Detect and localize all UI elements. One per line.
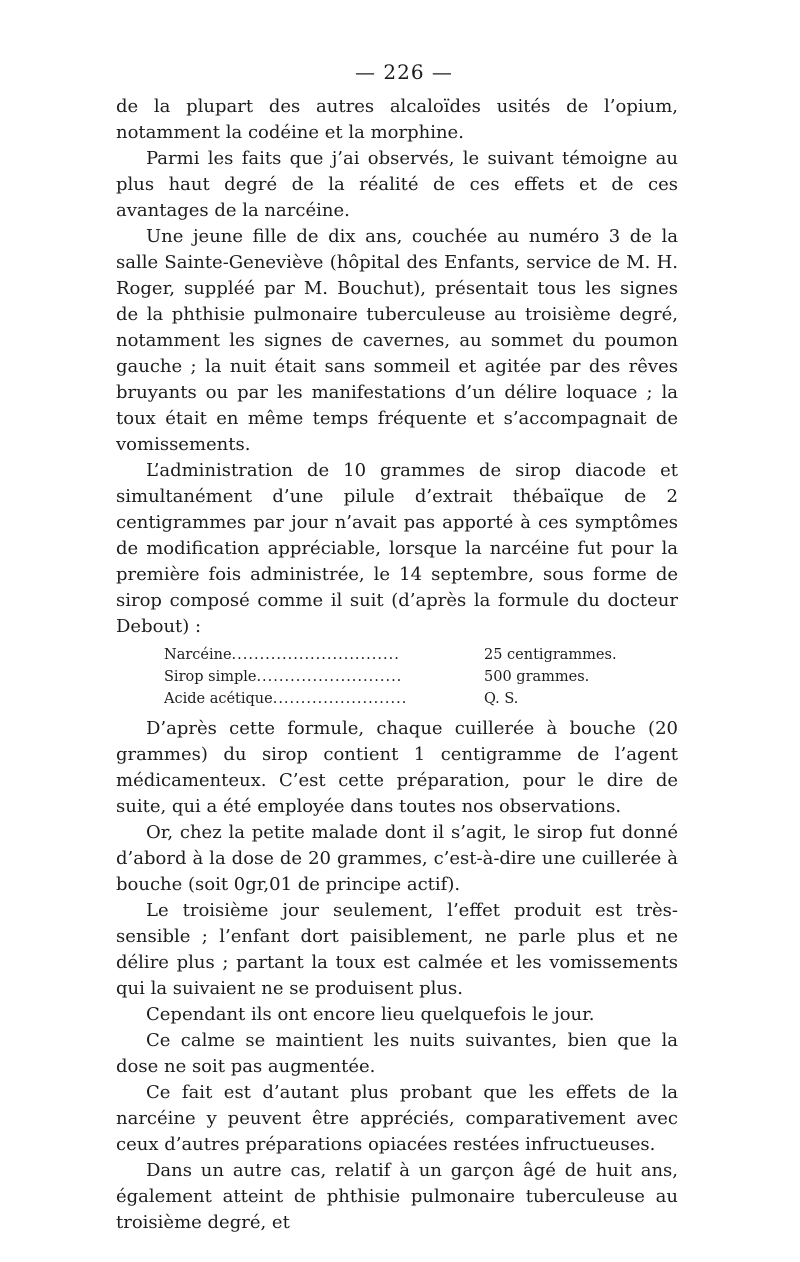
paragraph: Ce calme se maintient les nuits suivantes, bien que la dose ne soit pas augmentée. [116,1030,678,1077]
page-number: — 226 — [355,60,453,84]
paragraph: Parmi les faits que j’ai observés, le suivant témoigne au plus haut degré de la réalité de ces effets et de ces avantages de la narcéine. [116,148,678,221]
paragraph: Une jeune fille de dix ans, couchée au numéro 3 de la salle Sainte-Geneviève (hôpital des Enfants, service de M. H. Roger, suppléé par M. Bouchut), présentait tous les signes de la phthisie pulmonaire tuberculeuse au troisième degré, notamment les signes de cavernes, au sommet du poumon gauche ; la nuit était sans sommeil et agitée par des rêves bruyants ou par les manifestations d’un délire loquace ; la toux était en même temps fréquente et s’accompagnait de vomissements. [116,226,678,455]
formula-row [164,666,678,688]
formula-ingredient: Acide acétique........................ [164,691,408,707]
page-body [116,94,678,1236]
formula-row [164,644,678,666]
formula-ingredient: Narcéine.............................. [164,647,400,663]
formula-row [164,688,678,710]
paragraph: Or, chez la petite malade dont il s’agit, le sirop fut donné d’abord à la dose de 20 grammes, c’est-à-dire une cuillerée à bouche (soit 0gr,01 de principe actif). [116,822,678,895]
paragraph: D’après cette formule, chaque cuillerée à bouche (20 grammes) du sirop contient 1 centigramme de l’agent médicamenteux. C’est cette préparation, pour le dire de suite, qui a été employée dans toutes nos observations. [116,718,678,817]
paragraph: Ce fait est d’autant plus probant que les effets de la narcéine y peuvent être appréciés, comparativement avec ceux d’autres préparations opiacées restées infructueuses. [116,1082,678,1155]
formula-table [164,644,678,710]
paragraph: Cependant ils ont encore lieu quelquefois le jour. [146,1004,595,1025]
paragraph: Le troisième jour seulement, l’effet produit est très-sensible ; l’enfant dort paisiblement, ne parle plus et ne délire plus ; partant la toux est calmée et les vomissements qui la suivaient ne se produisent plus. [116,900,678,999]
formula-ingredient: Sirop simple.......................... [164,669,403,685]
formula-amount: 25 centigrammes. [484,647,617,663]
paragraph: L’administration de 10 grammes de sirop diacode et simultanément d’une pilule d’extrait thébaïque de 2 centigrammes par jour n’avait pas apporté à ces symptômes de modification appréciable, lorsque la narcéine fut pour la première fois administrée, le 14 septembre, sous forme de sirop composé comme il suit (d’après la formule du docteur Debout) : [116,460,678,637]
formula-amount: 500 grammes. [484,669,590,685]
formula-amount: Q. S. [484,691,519,707]
paragraph-continues: Dans un autre cas, relatif à un garçon âgé de huit ans, également atteint de phthisie pulmonaire tuberculeuse au troisième degré, et [116,1160,678,1233]
paragraph-continuation: de la plupart des autres alcaloïdes usités de l’opium, notamment la codéine et la morphine. [116,96,678,143]
